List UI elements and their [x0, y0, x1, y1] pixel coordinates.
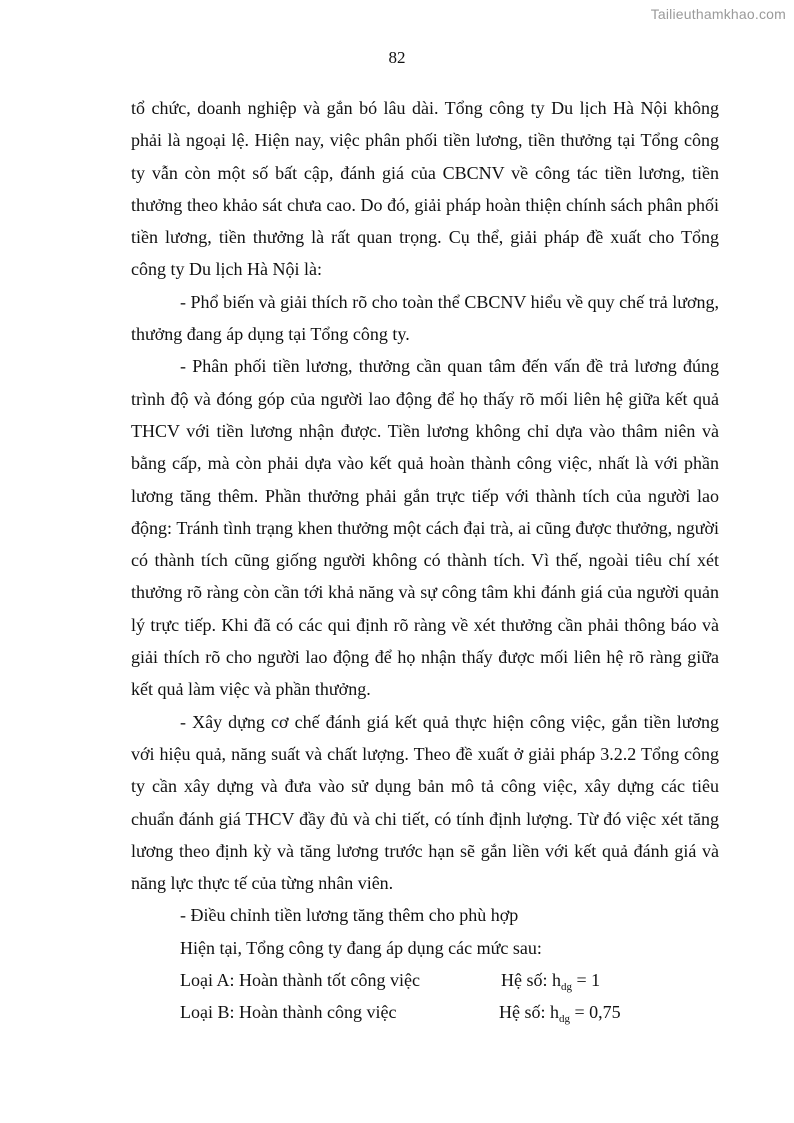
adjust-heading: - Điều chỉnh tiền lương tăng thêm cho phù hợp — [180, 905, 519, 926]
document-body — [131, 92, 719, 1029]
intro-line: Hiện tại, Tổng công ty đang áp dụng các mức sau: — [180, 937, 542, 958]
paragraph-distribution: - Phân phối tiền lương, thưởng cần quan tâm đến vấn đề trả lương đúng trình độ và đóng góp của người lao động để họ thấy rõ mối liên hệ giữa kết quả THCV với tiền lương nhận được. Tiền lương không chỉ dựa vào thâm niên và bằng cấp, mà còn phải dựa vào kết quả hoàn thành công việc, nhất là với phần lương tăng thêm. Phần thưởng phải gắn trực tiếp với thành tích của người lao động: Tránh tình trạng khen thưởng một cách đại trà, ai cũng được thưởng, người có thành tích cũng giống người không có thành tích. Vì thế, ngoài tiêu chí xét thưởng rõ ràng còn cần tới khả năng và sự công tâm khi đánh giá của người quản lý trực tiếp. Khi đã có các qui định rõ ràng về xét thưởng cần phải thông báo và giải thích rõ cho người lao động để họ nhận thấy được mối liên hệ rõ ràng giữa kết quả làm việc và phần thưởng. — [131, 356, 719, 700]
paragraph-evaluation: - Xây dựng cơ chế đánh giá kết quả thực hiện công việc, gắn tiền lương với hiệu quả, năng suất và chất lượng. Theo đề xuất ở giải pháp 3.2.2 Tổng công ty cần xây dựng và đưa vào sử dụng bản mô tả công việc, xây dựng các tiêu chuẩn đánh giá THCV đầy đủ và chi tiết, có tính định lượng. Từ đó việc xét tăng lương theo định kỳ và tăng lương trước hạn sẽ gắn liền với kết quả đánh giá và năng lực thực tế của từng nhân viên. — [131, 711, 719, 894]
level-label: Loại A: Hoàn thành tốt công việc — [180, 970, 420, 991]
page-number: 82 — [388, 48, 406, 67]
level-label: Loại B: Hoàn thành công việc — [180, 1002, 397, 1023]
watermark: Tailieuthamkhao.com — [650, 6, 786, 22]
level-row-b — [131, 996, 719, 1028]
paragraph-intro: tổ chức, doanh nghiệp và gắn bó lâu dài. Tổng công ty Du lịch Hà Nội không phải là ngoại lệ. Hiện nay, việc phân phối tiền lương, tiền thưởng tại Tổng công ty vẫn còn một số bất cập, đánh giá của CBCNV về công tác tiền lương, tiền thưởng theo khảo sát chưa cao. Do đó, giải pháp hoàn thiện chính sách phân phối tiền lương, tiền thưởng là rất quan trọng. Cụ thể, giải pháp đề xuất cho Tổng công ty Du lịch Hà Nội là: — [131, 98, 719, 280]
level-coefficient: Hệ số: $h_{dg} = 0,75$ — [499, 1002, 621, 1026]
paragraph-disseminate: - Phổ biến và giải thích rõ cho toàn thể CBCNV hiểu về quy chế trả lương, thưởng đang áp dụng tại Tổng công ty. — [131, 291, 719, 345]
level-coefficient: Hệ số: $h_{dg} = 1$ — [501, 970, 601, 994]
level-row-a — [131, 964, 719, 996]
